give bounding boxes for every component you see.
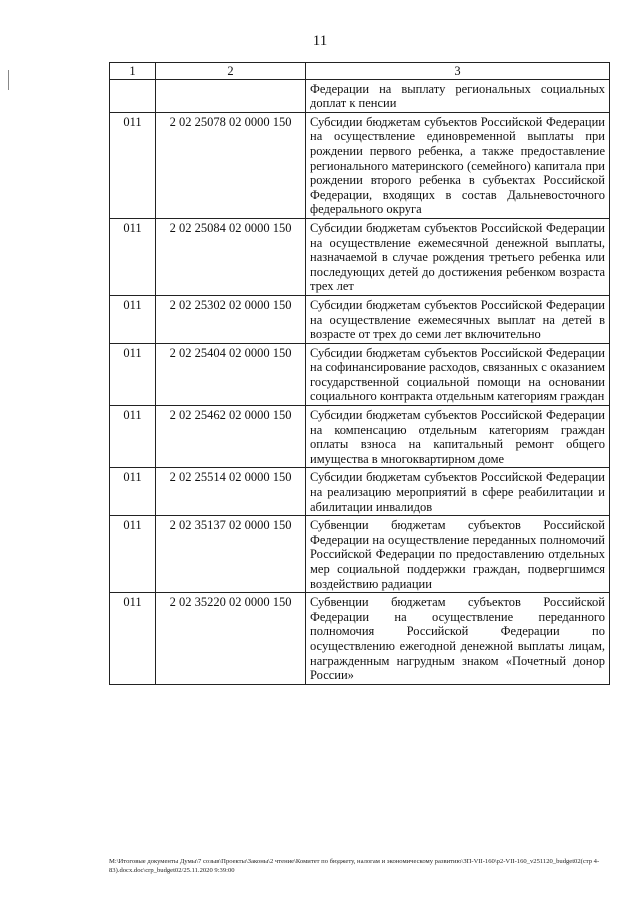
admin-code-cell: 011 — [110, 468, 156, 516]
budget-code-cell: 2 02 25302 02 0000 150 — [156, 295, 306, 343]
table-row — [110, 406, 610, 468]
budget-code-cell: 2 02 25084 02 0000 150 — [156, 218, 306, 295]
description-cell: Субсидии бюджетам субъектов Российской Федерации на софинансирование расходов, связанных с оказанием государственной социальной помощи на основании социального контракта отдельным категориям граждан — [306, 343, 610, 405]
column-header: 2 — [156, 63, 306, 80]
table-row — [110, 79, 610, 112]
table-header-row — [110, 63, 610, 80]
table-row — [110, 218, 610, 295]
admin-code-cell: 011 — [110, 406, 156, 468]
budget-code-cell: 2 02 35220 02 0000 150 — [156, 593, 306, 685]
admin-code-cell: 011 — [110, 112, 156, 218]
file-path-footer: M:\Итоговые документы Думы\7 созыв\Проекты\Законы\2 чтение\Комитет по бюджету, налогам и экономическому развитию\ЗП-VII-160\р2-VII-160_v251120_budget02(стр 4-83).docx.doc\crp_budget02/25.11.2020 9:39:00 — [109, 858, 600, 874]
description-cell: Субсидии бюджетам субъектов Российской Федерации на реализацию мероприятий в сфере реабилитации и абилитации инвалидов — [306, 468, 610, 516]
scan-edge-mark — [8, 70, 9, 90]
description-cell: Субсидии бюджетам субъектов Российской Федерации на осуществление единовременной выплаты при рождении первого ребенка, а также предоставление регионального материнского (семейного) капитала при рождении второго ребенка в субъектах Российской Федерации, входящих в состав Дальневосточного федерального округа — [306, 112, 610, 218]
column-header: 3 — [306, 63, 610, 80]
admin-code-cell: 011 — [110, 295, 156, 343]
admin-code-cell: 011 — [110, 343, 156, 405]
table-row — [110, 468, 610, 516]
description-cell: Субвенции бюджетам субъектов Российской Федерации на осуществление переданных полномочий Российской Федерации по предоставлению отдельных мер социальной поддержки граждан, подвергшимся воздействию радиации — [306, 516, 610, 593]
budget-code-cell: 2 02 35137 02 0000 150 — [156, 516, 306, 593]
admin-code-cell — [110, 79, 156, 112]
budget-code-cell: 2 02 25404 02 0000 150 — [156, 343, 306, 405]
budget-code-cell: 2 02 25514 02 0000 150 — [156, 468, 306, 516]
budget-code-cell — [156, 79, 306, 112]
description-cell: Федерации на выплату региональных социальных доплат к пенсии — [306, 79, 610, 112]
table-row — [110, 593, 610, 685]
table-row — [110, 516, 610, 593]
table-row — [110, 295, 610, 343]
admin-code-cell: 011 — [110, 593, 156, 685]
description-cell: Субсидии бюджетам субъектов Российской Федерации на осуществление ежемесячных выплат на детей в возрасте от трех до семи лет включительно — [306, 295, 610, 343]
description-cell: Субвенции бюджетам субъектов Российской Федерации на осуществление переданного полномочия Российской Федерации по осуществлению ежегодной денежной выплаты лицам, награжденным нагрудным знаком «Почетный донор России» — [306, 593, 610, 685]
page-number: 11 — [312, 33, 328, 49]
description-cell: Субсидии бюджетам субъектов Российской Федерации на компенсацию отдельным категориям граждан оплаты взноса на капитальный ремонт общего имущества в многоквартирном доме — [306, 406, 610, 468]
table-row — [110, 343, 610, 405]
budget-code-cell: 2 02 25078 02 0000 150 — [156, 112, 306, 218]
column-header: 1 — [110, 63, 156, 80]
admin-code-cell: 011 — [110, 516, 156, 593]
budget-code-cell: 2 02 25462 02 0000 150 — [156, 406, 306, 468]
admin-code-cell: 011 — [110, 218, 156, 295]
table-row — [110, 112, 610, 218]
description-cell: Субсидии бюджетам субъектов Российской Федерации на осуществление ежемесячной денежной выплаты, назначаемой в случае рождения третьего ребенка или последующих детей до достижения ребенком возраста трех лет — [306, 218, 610, 295]
revenue-codes-table — [109, 62, 610, 685]
